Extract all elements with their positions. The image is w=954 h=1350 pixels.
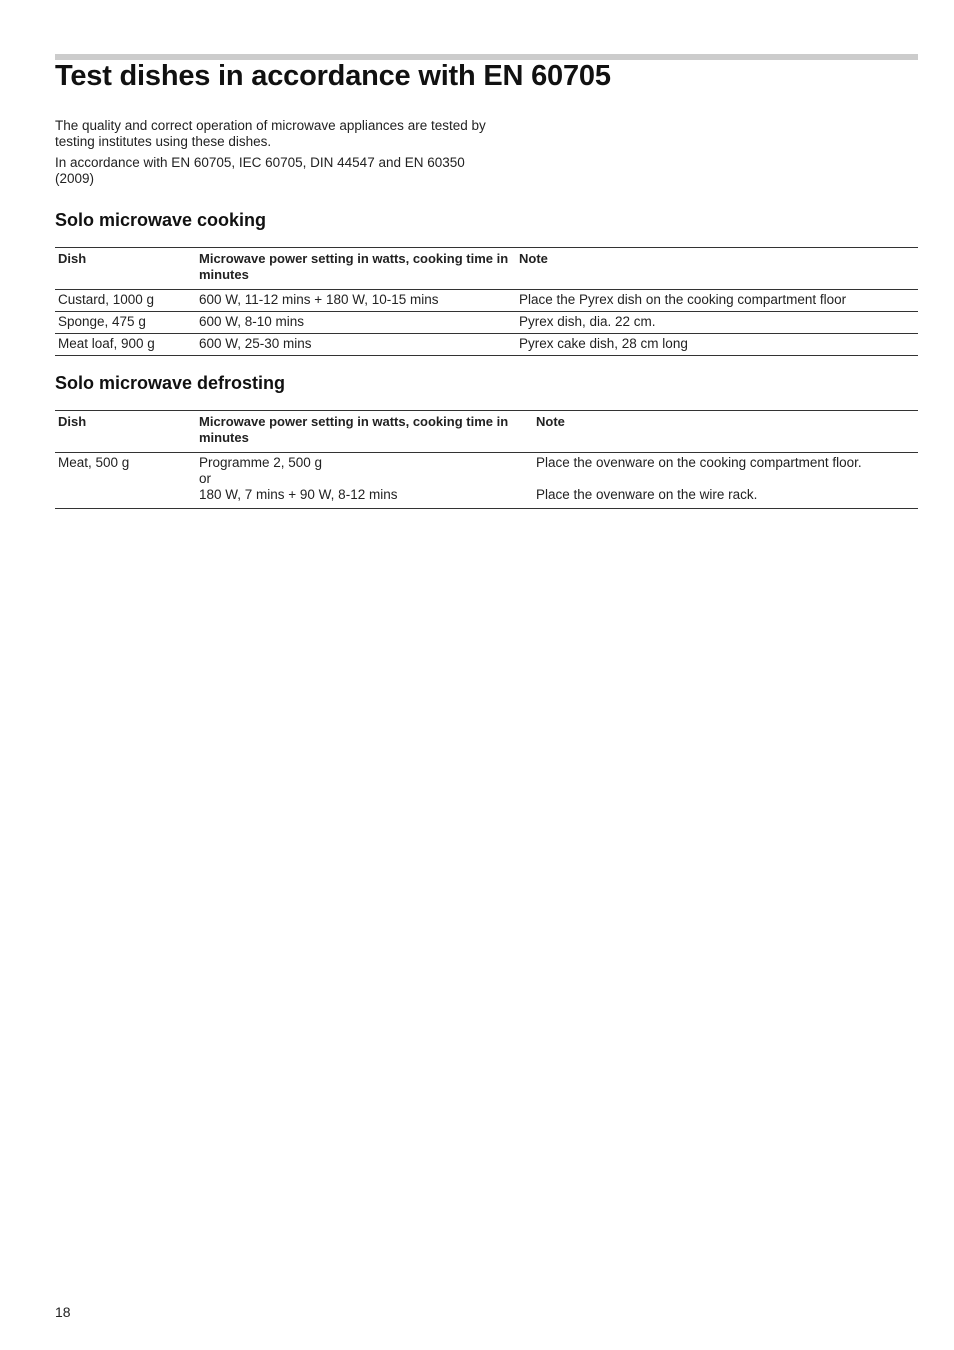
page-number: 18: [55, 1304, 71, 1320]
note-cell: Pyrex dish, dia. 22 cm.: [516, 312, 918, 334]
note-cell: Place the Pyrex dish on the cooking compartment floor: [519, 292, 847, 307]
page-title: Test dishes in accordance with EN 60705: [55, 60, 611, 92]
table-row: [55, 312, 918, 334]
column-header-note: Note: [533, 411, 918, 453]
setting-cell: 600 W, 25-30 mins: [196, 334, 516, 356]
intro-paragraph-1: The quality and correct operation of microwave appliances are tested by testing institutes using these dishes.: [55, 118, 486, 149]
section-heading-defrosting: Solo microwave defrosting: [55, 373, 286, 393]
column-header-setting: Microwave power setting in watts, cooking time in minutes: [196, 411, 533, 453]
setting-or: or: [199, 471, 212, 486]
note-cell: [533, 453, 918, 509]
section-heading-cooking: Solo microwave cooking: [55, 210, 267, 230]
table-row: [55, 334, 918, 356]
dish-cell: Sponge, 475 g: [55, 312, 196, 334]
table-header-row: [55, 248, 918, 290]
setting-cell: 600 W, 8-10 mins: [196, 312, 516, 334]
cooking-table: [55, 247, 918, 356]
column-header-dish: Dish: [55, 248, 196, 290]
table-header-row: [55, 411, 918, 453]
note-spacer: [536, 471, 914, 487]
intro-paragraph-2: In accordance with EN 60705, IEC 60705, DIN 44547 and EN 60350 (2009): [55, 155, 465, 186]
dish-cell: Custard, 1000 g: [58, 292, 155, 307]
dish-cell: Meat loaf, 900 g: [55, 334, 196, 356]
setting-line-1: Programme 2, 500 g: [199, 455, 323, 470]
note-cell: Pyrex cake dish, 28 cm long: [516, 334, 918, 356]
setting-line-2: 180 W, 7 mins + 90 W, 8-12 mins: [199, 487, 398, 502]
setting-cell: [196, 453, 533, 509]
column-header-note: Note: [516, 248, 918, 290]
setting-cell: 600 W, 11-12 mins + 180 W, 10-15 mins: [199, 292, 439, 307]
defrosting-table: [55, 410, 918, 509]
dish-cell: Meat, 500 g: [58, 455, 130, 470]
table-row: [55, 290, 918, 312]
column-header-setting: Microwave power setting in watts, cooking time in minutes: [196, 248, 516, 290]
table-row: [55, 453, 918, 509]
note-line-1: Place the ovenware on the cooking compartment floor.: [536, 455, 862, 470]
column-header-dish: Dish: [55, 411, 196, 453]
note-line-2: Place the ovenware on the wire rack.: [536, 487, 758, 502]
